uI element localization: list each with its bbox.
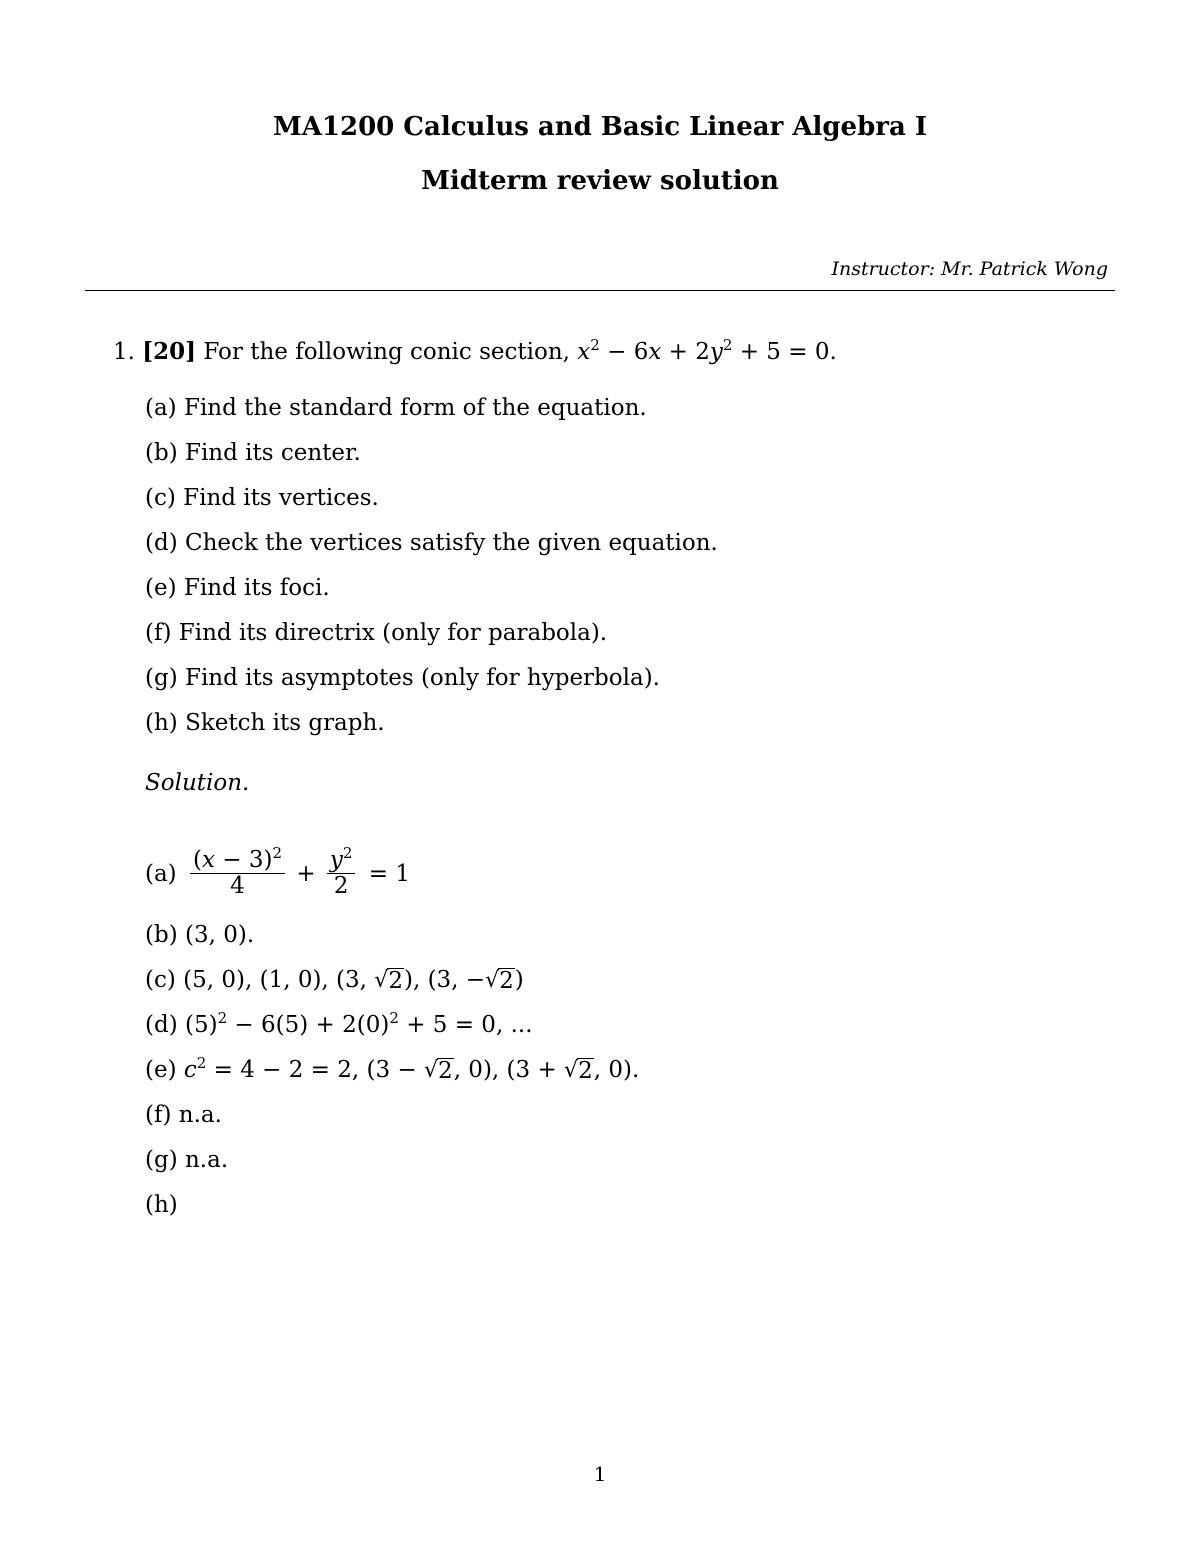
question-part-h: (h) Sketch its graph. <box>145 710 385 736</box>
page-number: 1 <box>593 1462 607 1486</box>
question-part-f: (f) Find its directrix (only for parabola). <box>145 620 608 646</box>
solution-part-c: (c) (5, 0), (1, 0), (3, √ 2 ), (3, − √ 2 ) <box>145 967 524 994</box>
solution-part-a: (a) $\frac{(x - 3)^2}{4}$ + $\frac{y^2}{2}$ = 1 <box>145 844 410 900</box>
solution-part-b: (b) (3, 0). <box>145 922 255 948</box>
fraction-x: $\frac{(x - 3)^2}{4}$ <box>190 848 285 900</box>
question-statement <box>113 338 837 365</box>
question-part-b: (b) Find its center. <box>145 440 361 466</box>
question-number: 1. <box>113 339 135 365</box>
question-part-c: (c) Find its vertices. <box>145 485 379 511</box>
solution-part-g: (g) n.a. <box>145 1147 229 1173</box>
solution-part-h: (h) <box>145 1192 178 1218</box>
question-points: [20] <box>142 338 197 365</box>
document-title: MA1200 Calculus and Basic Linear Algebra I <box>272 112 928 142</box>
document-subtitle: Midterm review solution <box>421 166 779 196</box>
solution-part-d: (d) $(5)^2 - 6(5) + 2(0)^2 + 5 = 0$, ... <box>145 1009 533 1038</box>
fraction-y: $\frac{y^2}{2}$ <box>327 848 356 900</box>
question-part-e: (e) Find its foci. <box>145 575 330 601</box>
solution-heading: Solution. <box>145 770 250 796</box>
question-equation: $x^2 - 6x + 2y^2 + 5 = 0$. <box>577 336 837 365</box>
question-prompt: For the following conic section, <box>203 339 570 365</box>
header-divider <box>85 290 1115 291</box>
question-part-g: (g) Find its asymptotes (only for hyperbola). <box>145 665 660 691</box>
question-part-d: (d) Check the vertices satisfy the given equation. <box>145 530 718 556</box>
solution-part-f: (f) n.a. <box>145 1102 222 1128</box>
instructor-name: Instructor: Mr. Patrick Wong <box>831 258 1108 280</box>
question-part-a: (a) Find the standard form of the equation. <box>145 395 647 421</box>
solution-part-e: (e) $c^2 = 4 - 2 = 2$, (3 − √ 2 , 0), (3 + √ 2 , 0). <box>145 1054 640 1084</box>
